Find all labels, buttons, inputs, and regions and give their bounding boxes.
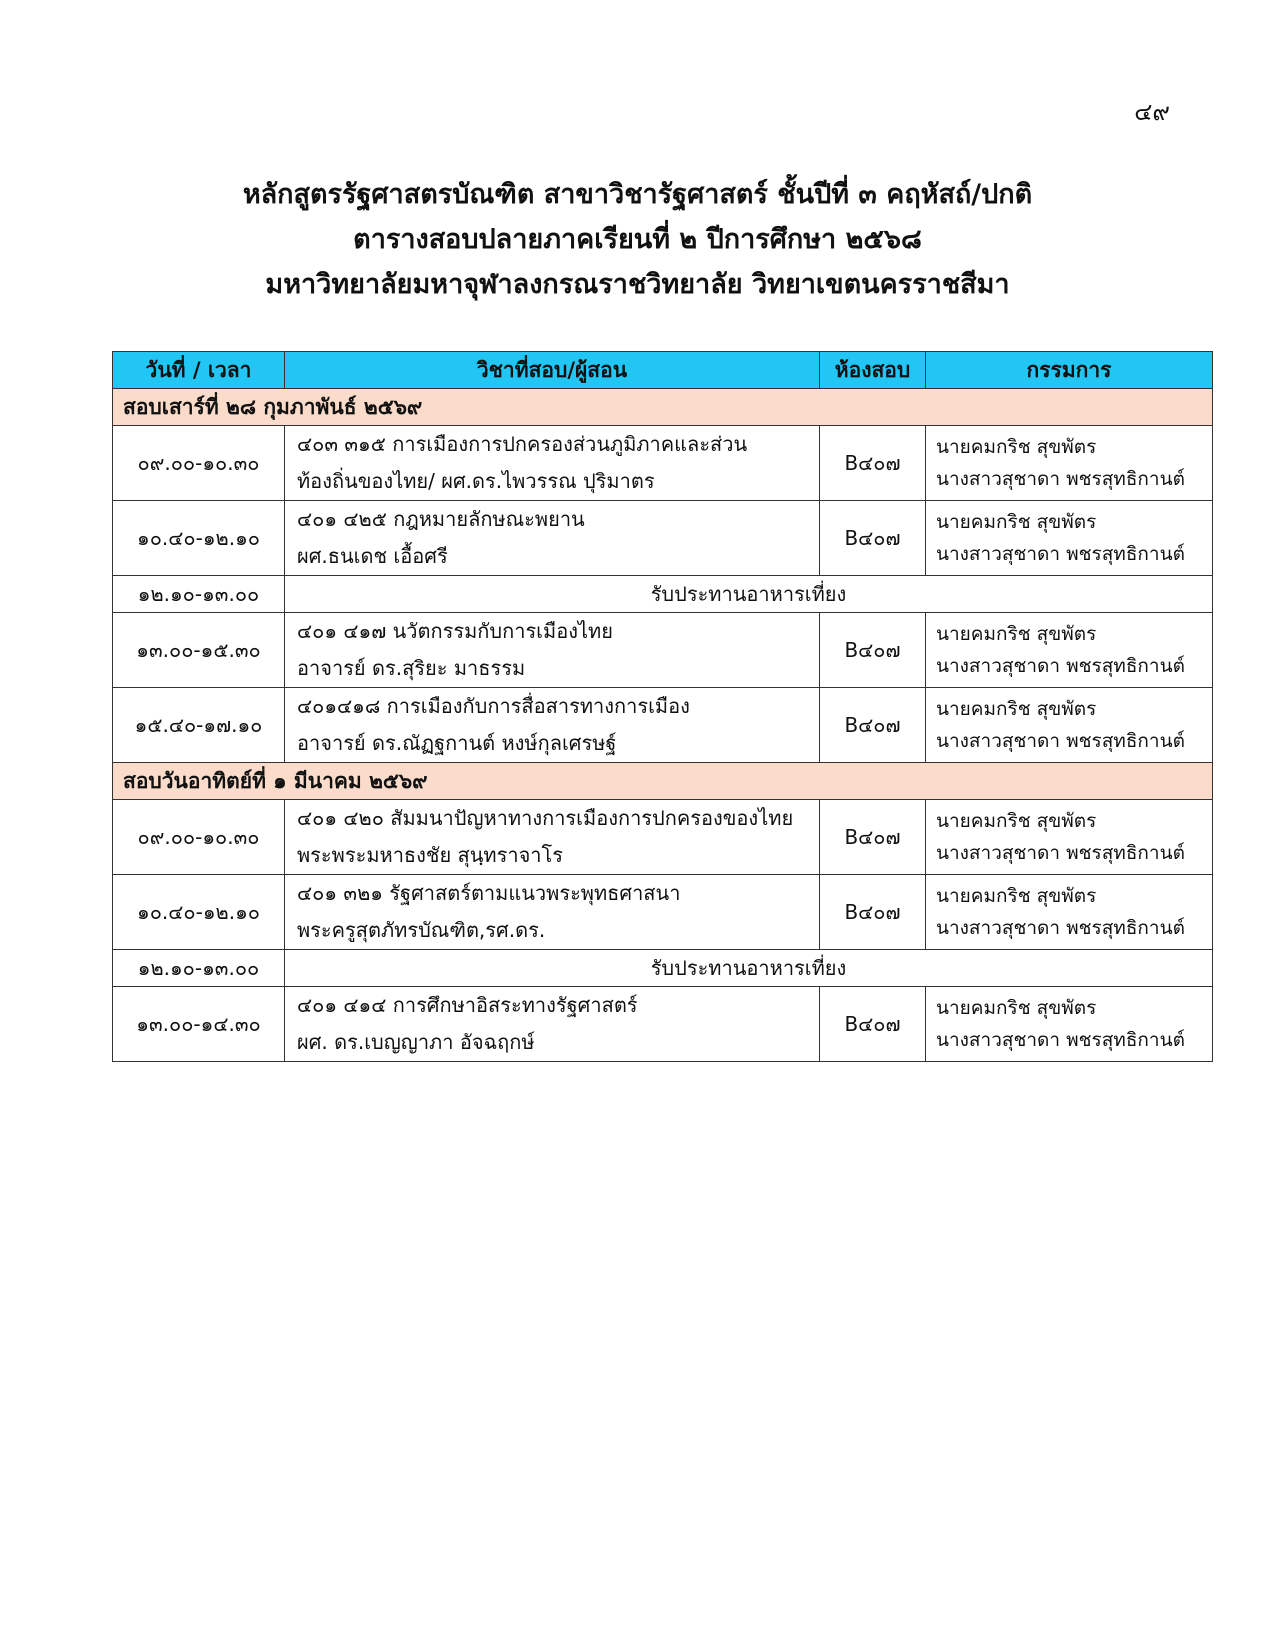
committee-cell [926,426,1213,501]
subject-name: ๔๐๑ ๓๒๑ รัฐศาสตร์ตามแนวพระพุทธศาสนา [297,881,681,905]
header-subject-teacher: วิชาที่สอบ/ผู้สอน [285,352,820,389]
exam-room: B๔๐๗ [820,875,926,950]
table-row [113,613,1213,688]
exam-subject-cell [285,426,820,501]
schedule-title: ตารางสอบปลายภาคเรียนที่ ๒ ปีการศึกษา ๒๕๖๘ [353,224,922,255]
exam-room: B๔๐๗ [820,688,926,763]
committee-member: นายคมกริช สุขพัตร [936,511,1097,533]
teacher-name: พระพระมหาธงชัย สุนฺทราจาโร [297,843,564,867]
committee-member: นางสาวสุชาดา พชรสุทธิกานต์ [936,730,1185,752]
subject-name: ๔๐๑ ๔๑๔ การศึกษาอิสระทางรัฐศาสตร์ [297,993,638,1017]
day-row [113,763,1213,800]
exam-subject-cell [285,688,820,763]
committee-member: นางสาวสุชาดา พชรสุทธิกานต์ [936,655,1185,677]
exam-time: ๐๙.๐๐-๑๐.๓๐ [113,800,285,875]
exam-room: B๔๐๗ [820,501,926,576]
exam-time: ๑๓.๐๐-๑๔.๓๐ [113,987,285,1062]
teacher-name: ผศ. ดร.เบญญาภา อัจฉฤกษ์ [297,1030,535,1054]
subject-name: ๔๐๑ ๔๒๐ สัมมนาปัญหาทางการเมืองการปกครองของไทย [297,806,794,830]
committee-member: นางสาวสุชาดา พชรสุทธิกานต์ [936,543,1185,565]
exam-time: ๑๐.๔๐-๑๒.๑๐ [113,501,285,576]
committee-member: นายคมกริช สุขพัตร [936,810,1097,832]
committee-member: นายคมกริช สุขพัตร [936,436,1097,458]
teacher-name: พระครูสุตภัทรบัณฑิต,รศ.ดร. [297,918,546,942]
teacher-name: ผศ.ธนเดช เอื้อศรี [297,544,448,568]
lunch-time: ๑๒.๑๐-๑๓.๐๐ [113,576,285,613]
exam-room: B๔๐๗ [820,800,926,875]
table-row [113,800,1213,875]
exam-subject-cell [285,800,820,875]
lunch-label: รับประทานอาหารเที่ยง [285,576,1213,613]
committee-member: นางสาวสุชาดา พชรสุทธิกานต์ [936,1029,1185,1051]
lunch-time: ๑๒.๑๐-๑๓.๐๐ [113,950,285,987]
exam-time: ๑๐.๔๐-๑๒.๑๐ [113,875,285,950]
document-heading [0,172,1275,307]
table-row [113,501,1213,576]
committee-member: นางสาวสุชาดา พชรสุทธิกานต์ [936,917,1185,939]
table-row [113,426,1213,501]
teacher-name: อาจารย์ ดร.สุริยะ มาธรรม [297,656,526,680]
exam-subject-cell [285,987,820,1062]
header-room: ห้องสอบ [820,352,926,389]
lunch-label: รับประทานอาหารเที่ยง [285,950,1213,987]
teacher-name: อาจารย์ ดร.ณัฏฐกานต์ หงษ์กุลเศรษฐ์ [297,731,617,755]
exam-time: ๐๙.๐๐-๑๐.๓๐ [113,426,285,501]
committee-member: นางสาวสุชาดา พชรสุทธิกานต์ [936,842,1185,864]
subject-name: ๔๐๑ ๔๒๕ กฎหมายลักษณะพยาน [297,507,585,531]
day-label: สอบวันอาทิตย์ที่ ๑ มีนาคม ๒๕๖๙ [113,763,1213,800]
committee-member: นางสาวสุชาดา พชรสุทธิกานต์ [936,468,1185,490]
program-title: หลักสูตรรัฐศาสตรบัณฑิต สาขาวิชารัฐศาสตร์ ชั้นปีที่ ๓ คฤหัสถ์/ปกติ [242,179,1033,210]
exam-room: B๔๐๗ [820,613,926,688]
lunch-row [113,950,1213,987]
day-row [113,389,1213,426]
subject-name: ๔๐๓ ๓๑๕ การเมืองการปกครองส่วนภูมิภาคและส่วน [297,432,748,456]
committee-cell [926,501,1213,576]
exam-room: B๔๐๗ [820,987,926,1062]
committee-cell [926,987,1213,1062]
committee-member: นายคมกริช สุขพัตร [936,623,1097,645]
lunch-row [113,576,1213,613]
committee-member: นายคมกริช สุขพัตร [936,997,1097,1019]
exam-schedule-table [112,351,1213,1062]
committee-member: นายคมกริช สุขพัตร [936,885,1097,907]
table-row [113,987,1213,1062]
committee-member: นายคมกริช สุขพัตร [936,698,1097,720]
table-header-row [113,352,1213,389]
committee-cell [926,800,1213,875]
header-date-time: วันที่ / เวลา [113,352,285,389]
exam-time: ๑๕.๔๐-๑๗.๑๐ [113,688,285,763]
subject-name: ๔๐๑ ๔๑๗ นวัตกรรมกับการเมืองไทย [297,619,613,643]
exam-time: ๑๓.๐๐-๑๕.๓๐ [113,613,285,688]
teacher-name: ท้องถิ่นของไทย/ ผศ.ดร.ไพวรรณ ปุริมาตร [297,469,655,493]
committee-cell [926,688,1213,763]
header-committee: กรรมการ [926,352,1213,389]
exam-room: B๔๐๗ [820,426,926,501]
day-label: สอบเสาร์ที่ ๒๘ กุมภาพันธ์ ๒๕๖๙ [113,389,1213,426]
exam-subject-cell [285,501,820,576]
committee-cell [926,613,1213,688]
page-number: ๔๙ [1134,98,1170,126]
table-row [113,875,1213,950]
exam-subject-cell [285,875,820,950]
subject-name: ๔๐๑๔๑๘ การเมืองกับการสื่อสารทางการเมือง [297,694,690,718]
university-title: มหาวิทยาลัยมหาจุฬาลงกรณราชวิทยาลัย วิทยาเขตนครราชสีมา [265,269,1010,300]
table-row [113,688,1213,763]
exam-subject-cell [285,613,820,688]
committee-cell [926,875,1213,950]
